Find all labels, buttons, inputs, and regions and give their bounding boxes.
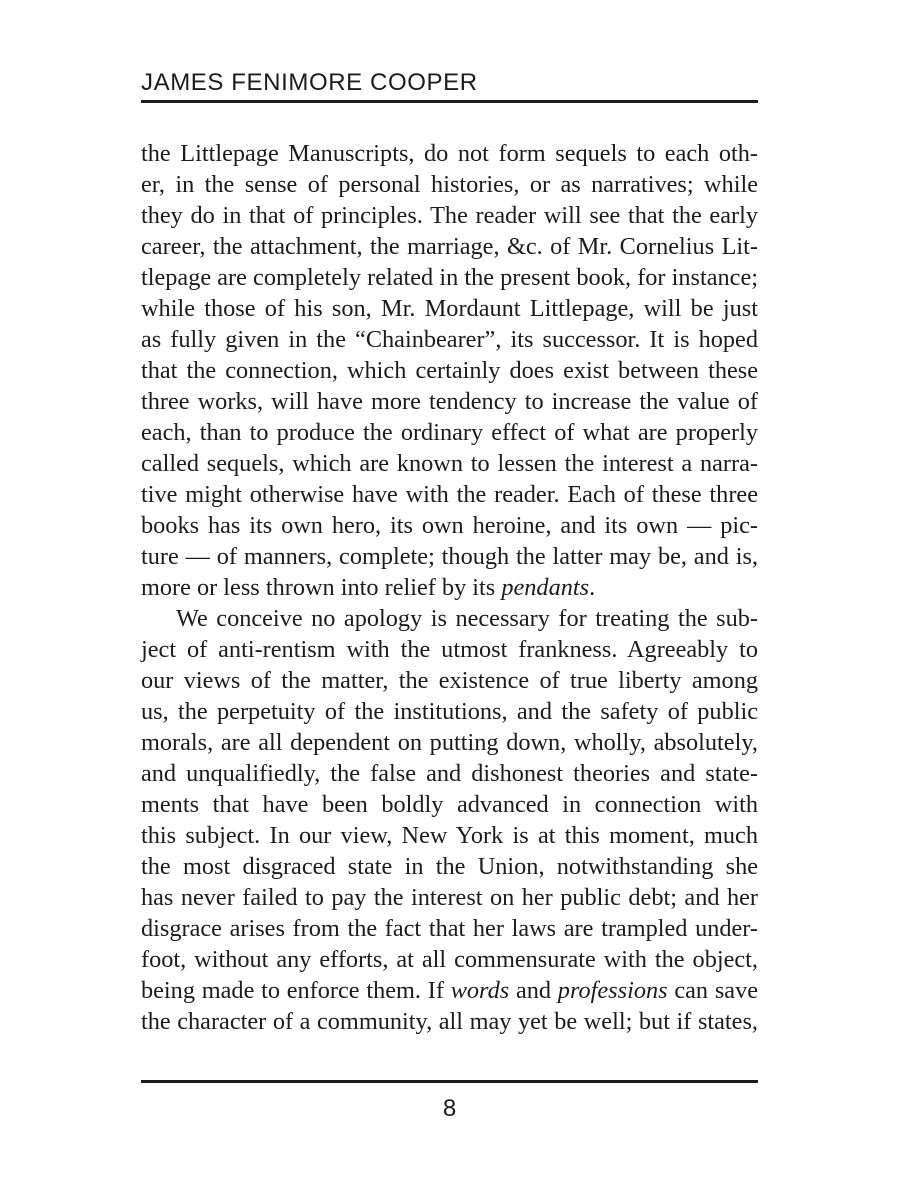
text-line: ture — of manners, complete; though the latter may be, and is, — [141, 543, 758, 570]
text-line: that the connection, which certainly does exist between these — [141, 357, 758, 384]
text-line: the character of a community, all may yet be well; but if states, — [141, 1008, 758, 1035]
text-line: each, than to produce the ordinary effect of what are properly — [141, 419, 758, 446]
italic-run: pendants — [501, 574, 590, 601]
text-line: er, in the sense of personal histories, or as narratives; while — [141, 171, 758, 198]
text-line: they do in that of principles. The reader will see that the early — [141, 202, 758, 229]
text-line: ments that have been boldly advanced in connection with — [141, 791, 758, 818]
footer-rule — [141, 1080, 758, 1083]
text-line — [141, 572, 758, 603]
text-line: has never failed to pay the interest on her public debt; and her — [141, 884, 758, 911]
text-line — [141, 975, 758, 1006]
text-line: tive might otherwise have with the reader. Each of these three — [141, 481, 758, 508]
text-line: and unqualifiedly, the false and dishonest theories and state- — [141, 760, 758, 787]
body-text — [141, 138, 758, 1037]
text-run: and — [509, 977, 558, 1004]
text-line: We conceive no apology is necessary for treating the sub- — [176, 605, 758, 632]
text-line: the Littlepage Manuscripts, do not form sequels to each oth- — [141, 140, 758, 167]
text-run: more or less thrown into relief by its — [141, 574, 502, 601]
text-line: books has its own hero, its own heroine, and its own — pic- — [141, 512, 758, 539]
italic-run: professions — [557, 977, 668, 1004]
text-line: called sequels, which are known to lessen the interest a narra- — [141, 450, 758, 477]
text-run: . — [589, 574, 596, 601]
text-line: the most disgraced state in the Union, notwithstanding she — [141, 853, 758, 880]
page-number: 8 — [442, 1095, 457, 1122]
text-line: as fully given in the “Chainbearer”, its successor. It is hoped — [141, 326, 758, 353]
text-line: our views of the matter, the existence of true liberty among — [141, 667, 758, 694]
text-line: career, the attachment, the marriage, &c. of Mr. Cornelius Lit- — [141, 233, 758, 260]
text-line: while those of his son, Mr. Mordaunt Littlepage, will be just — [141, 295, 758, 322]
text-line: this subject. In our view, New York is at this moment, much — [141, 822, 758, 849]
text-run: being made to enforce them. If — [141, 977, 451, 1004]
text-line: ject of anti-rentism with the utmost frankness. Agreeably to — [141, 636, 758, 663]
text-line: tlepage are completely related in the present book, for instance; — [141, 264, 758, 291]
text-line: three works, will have more tendency to increase the value of — [141, 388, 758, 415]
text-line: foot, without any efforts, at all commensurate with the object, — [141, 946, 758, 973]
header-rule — [141, 100, 758, 103]
text-line: morals, are all dependent on putting down, wholly, absolutely, — [141, 729, 758, 756]
text-run: can save — [667, 977, 759, 1004]
text-line: us, the perpetuity of the institutions, and the safety of public — [141, 698, 758, 725]
italic-run: words — [450, 977, 510, 1004]
text-line: disgrace arises from the fact that her laws are trampled under- — [141, 915, 758, 942]
running-head-title: JAMES FENIMORE COOPER — [141, 69, 478, 96]
